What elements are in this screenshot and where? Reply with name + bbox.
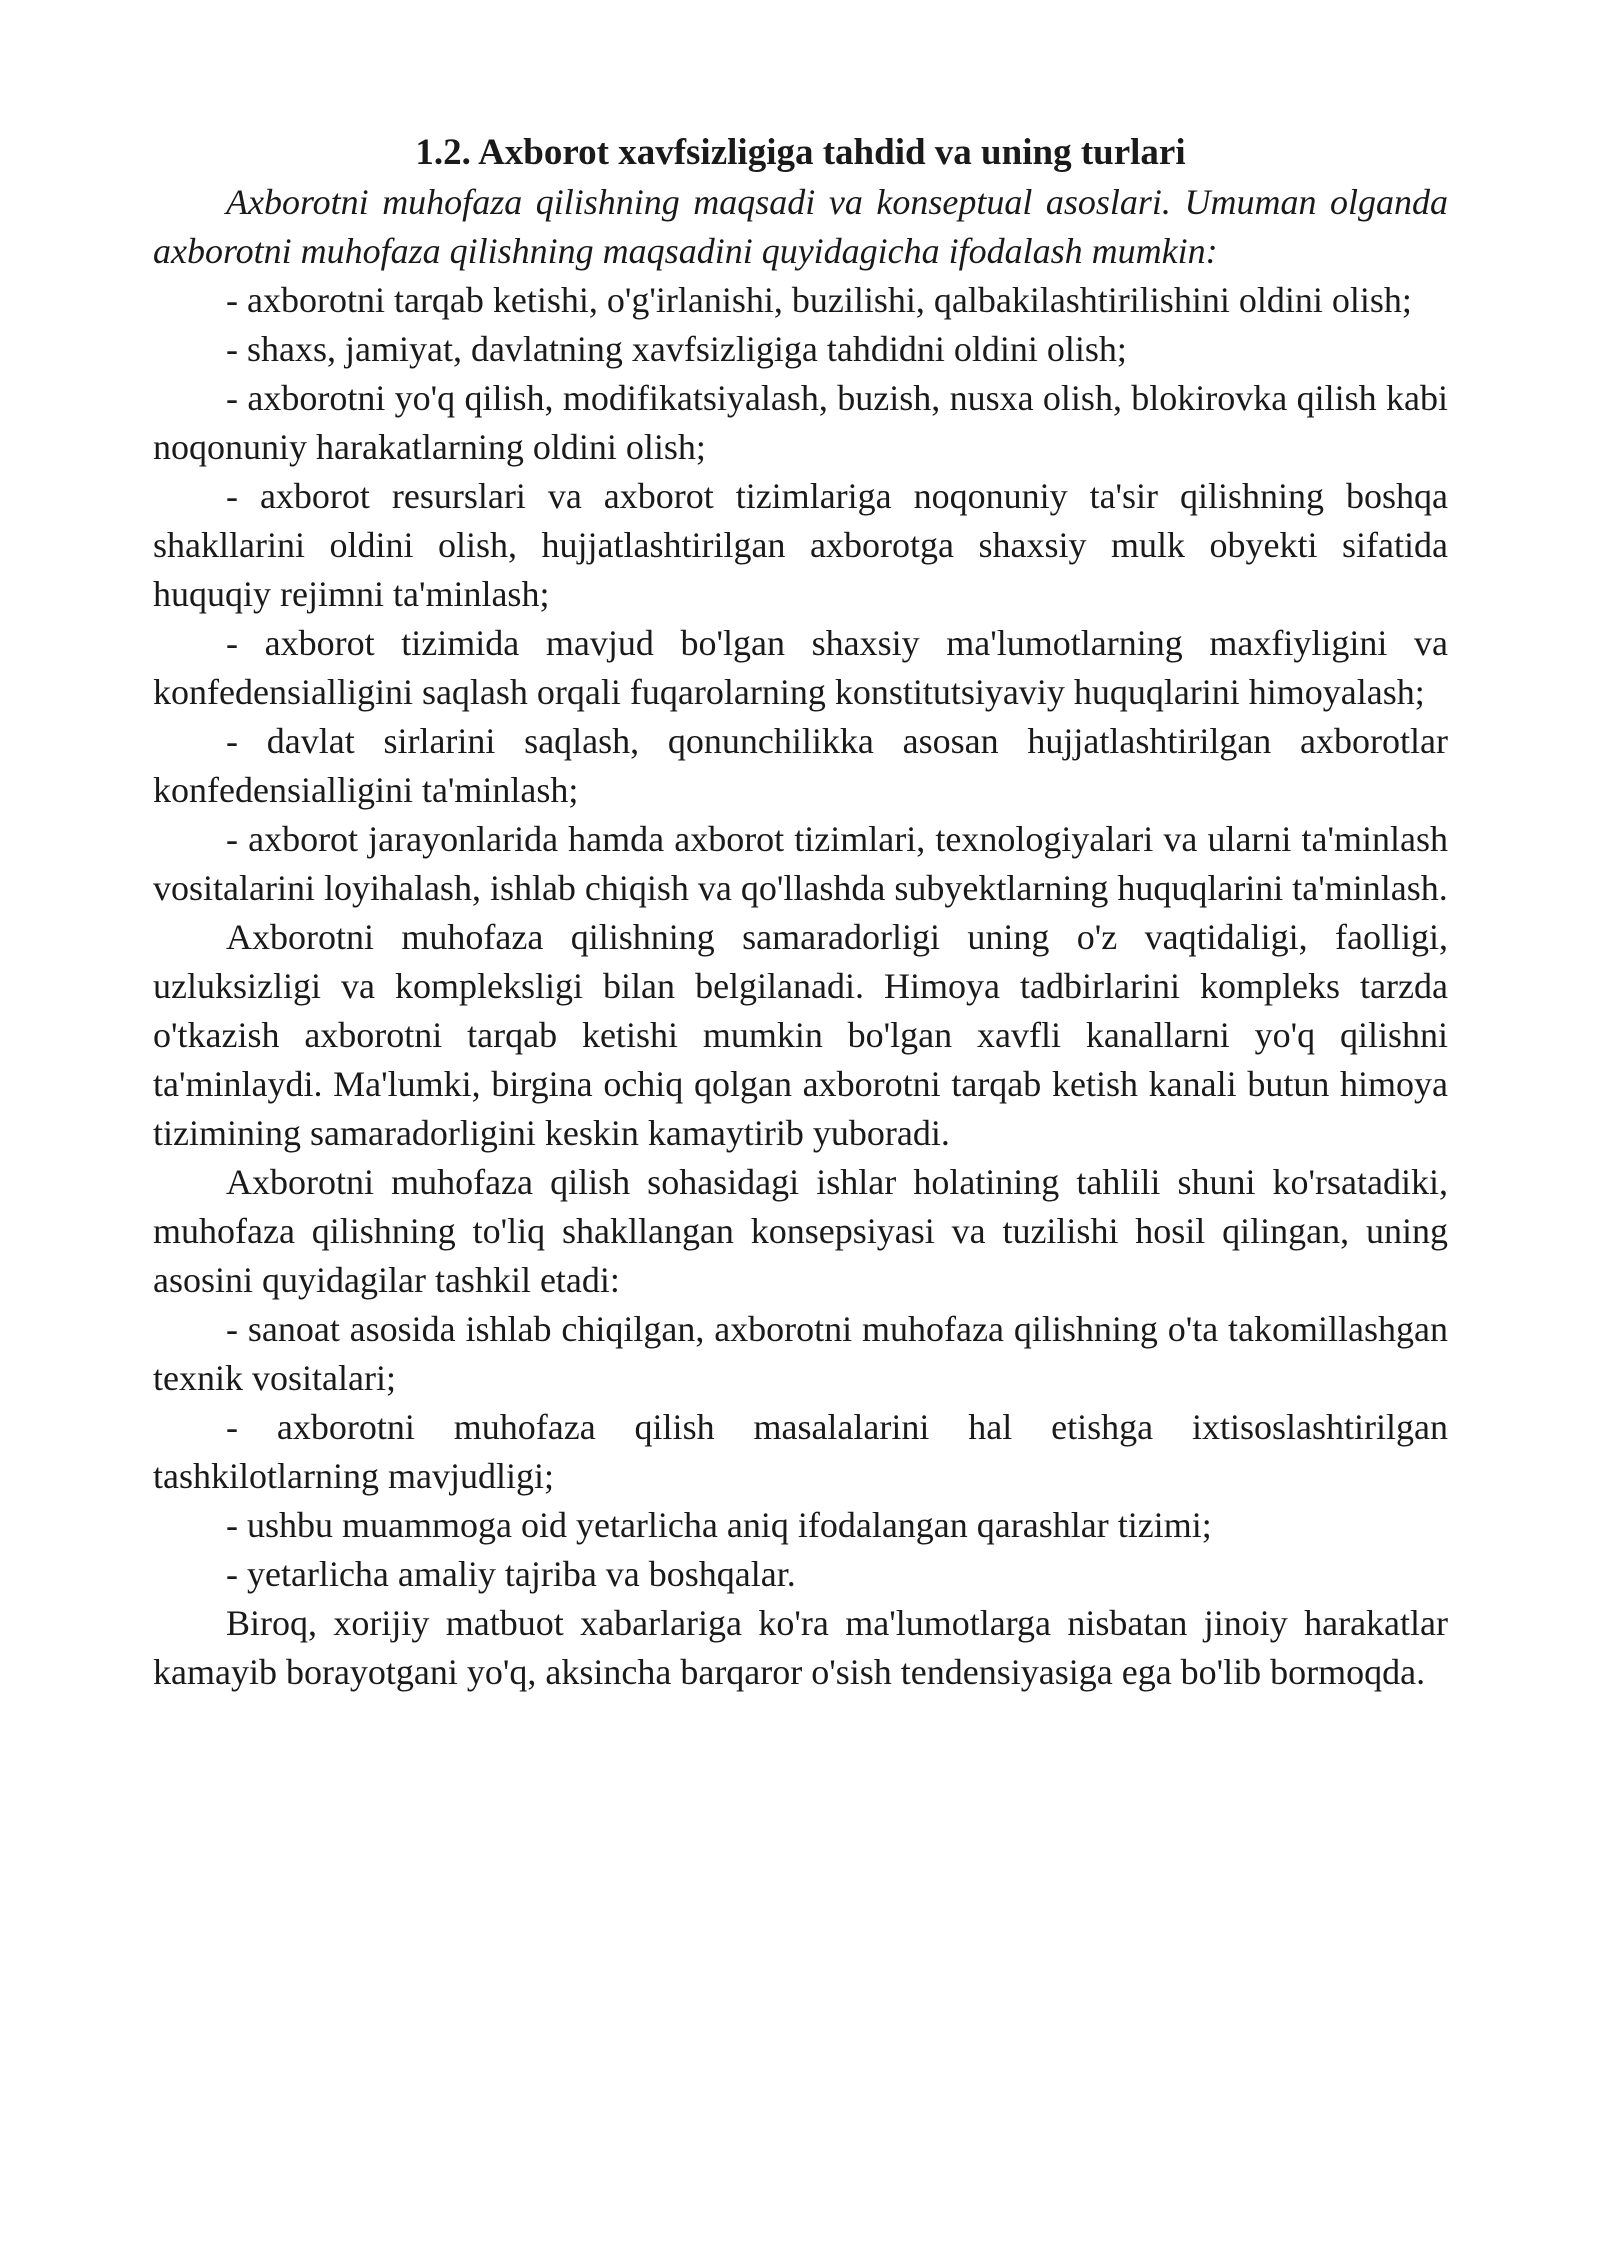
analysis-paragraph: Axborotni muhofaza qilish sohasidagi ishlar holatining tahlili shuni ko'rsatadiki, muhofaza qilishning to'liq shakllangan konsepsiyasi va tuzilishi hosil qilingan, uning asosini quyidagilar tashkil etadi: xyxy=(153,1162,1448,1300)
list-item-state-secrets: - davlat sirlarini saqlash, qonunchilikka asosan hujjatlashtirilgan axborotlar konfedensialligini ta'minlash; xyxy=(153,721,1448,810)
list-item-system-of-views: - ushbu muammoga oid yetarlicha aniq ifodalangan qarashlar tizimi; xyxy=(226,1505,1212,1545)
document-page xyxy=(153,128,1448,1697)
closing-paragraph: Biroq, xorijiy matbuot xabarlariga ko'ra ma'lumotlarga nisbatan jinoiy harakatlar kamayib borayotgani yo'q, aksincha barqaror o'sish tendensiyasiga ega bo'lib bormoqda. xyxy=(153,1603,1448,1692)
effectiveness-paragraph: Axborotni muhofaza qilishning samaradorligi uning o'z vaqtidaligi, faolligi, uzluksizligi va kompleksligi bilan belgilanadi. Himoya tadbirlarini kompleks tarzda o'tkazish axborotni tarqab ketishi mumkin bo'lgan xavfli kanallarni yo'q qilishni ta'minlaydi. Ma'lumki, birgina ochiq qolgan axborotni tarqab ketish kanali butun himoya tizimining samaradorligini keskin kamaytirib yuboradi. xyxy=(153,917,1448,1153)
list-item-subject-rights: - axborot jarayonlarida hamda axborot tizimlari, texnologiyalari va ularni ta'minlash vositalarini loyihalash, ishlab chiqish va qo'llashda subyektlarning huquqlarini ta'minlash. xyxy=(153,819,1448,908)
list-item-protect-citizen-rights: - axborot tizimida mavjud bo'lgan shaxsiy ma'lumotlarning maxfiyligini va konfedensialligini saqlash orqali fuqarolarning konstitutsiyaviy huquqlarini himoyalash; xyxy=(153,623,1448,712)
list-item-practical-experience: - yetarlicha amaliy tajriba va boshqalar. xyxy=(226,1554,796,1594)
list-item-prevent-illegal-influence: - axborot resurslari va axborot tizimlariga noqonuniy ta'sir qilishning boshqa shakllarini oldini olish, hujjatlashtirilgan axborotga shaxsiy mulk obyekti sifatida huquqiy rejimni ta'minlash; xyxy=(153,476,1448,614)
intro-paragraph: Axborotni muhofaza qilishning maqsadi va konseptual asoslari. Umuman olganda axborotni muhofaza qilishning maqsadini quyidagicha ifodalash mumkin: xyxy=(153,182,1448,271)
list-item-prevent-leak: - axborotni tarqab ketishi, o'g'irlanishi, buzilishi, qalbakilashtirilishini oldini olish; xyxy=(226,280,1412,320)
list-item-technical-means: - sanoat asosida ishlab chiqilgan, axborotni muhofaza qilishning o'ta takomillashgan texnik vositalari; xyxy=(153,1309,1448,1398)
list-item-specialized-organizations: - axborotni muhofaza qilish masalalarini hal etishga ixtisoslashtirilgan tashkilotlarning mavjudligi; xyxy=(153,1407,1448,1496)
section-title: 1.2. Axborot xavfsizligiga tahdid va uning turlari xyxy=(415,132,1186,173)
list-item-prevent-threat: - shaxs, jamiyat, davlatning xavfsizligiga tahdidni oldini olish; xyxy=(226,329,1127,369)
list-item-prevent-illegal-actions: - axborotni yo'q qilish, modifikatsiyalash, buzish, nusxa olish, blokirovka qilish kabi noqonuniy harakatlarning oldini olish; xyxy=(153,378,1448,467)
